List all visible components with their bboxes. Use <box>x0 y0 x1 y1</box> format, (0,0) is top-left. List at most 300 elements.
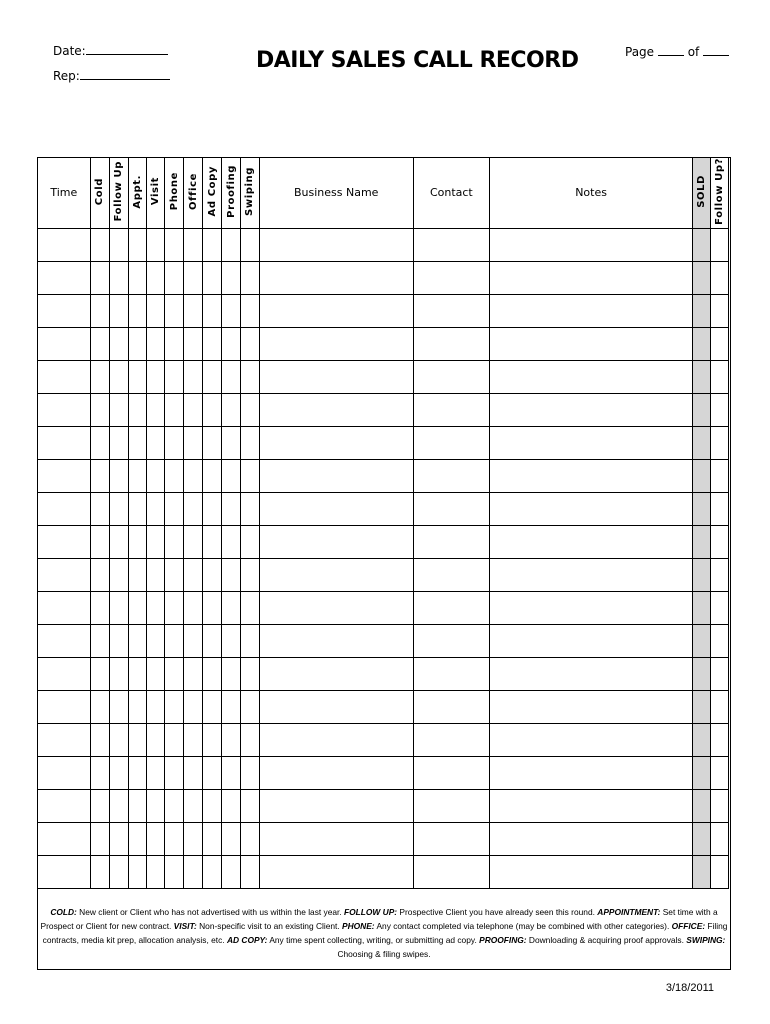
cell-visit[interactable] <box>147 492 165 525</box>
cell-office[interactable] <box>184 690 203 723</box>
cell-notes[interactable] <box>490 327 693 360</box>
cell-notes[interactable] <box>490 690 693 723</box>
date-field[interactable] <box>53 42 168 58</box>
cell-phone[interactable] <box>165 492 184 525</box>
cell-follow-up-q[interactable] <box>710 723 728 756</box>
cell-contact[interactable] <box>413 261 490 294</box>
cell-visit[interactable] <box>147 657 165 690</box>
cell-cold[interactable] <box>90 690 109 723</box>
cell-swiping[interactable] <box>240 492 259 525</box>
cell-office[interactable] <box>184 525 203 558</box>
cell-swiping[interactable] <box>240 228 259 261</box>
cell-follow-up-q[interactable] <box>710 789 728 822</box>
cell-notes[interactable] <box>490 822 693 855</box>
cell-follow-up-q[interactable] <box>710 855 728 888</box>
cell-swiping[interactable] <box>240 558 259 591</box>
cell-appt[interactable] <box>128 855 147 888</box>
cell-follow-up[interactable] <box>109 426 128 459</box>
cell-office[interactable] <box>184 789 203 822</box>
cell-cold[interactable] <box>90 360 109 393</box>
cell-visit[interactable] <box>147 723 165 756</box>
cell-ad-copy[interactable] <box>203 327 222 360</box>
cell-sold[interactable] <box>693 327 711 360</box>
cell-notes[interactable] <box>490 558 693 591</box>
cell-cold[interactable] <box>90 657 109 690</box>
cell-office[interactable] <box>184 855 203 888</box>
cell-ad-copy[interactable] <box>203 690 222 723</box>
cell-ad-copy[interactable] <box>203 294 222 327</box>
cell-follow-up-q[interactable] <box>710 261 728 294</box>
cell-sold[interactable] <box>693 525 711 558</box>
cell-follow-up[interactable] <box>109 591 128 624</box>
cell-notes[interactable] <box>490 756 693 789</box>
cell-appt[interactable] <box>128 426 147 459</box>
cell-office[interactable] <box>184 426 203 459</box>
cell-follow-up[interactable] <box>109 855 128 888</box>
cell-follow-up[interactable] <box>109 789 128 822</box>
cell-sold[interactable] <box>693 657 711 690</box>
cell-contact[interactable] <box>413 789 490 822</box>
cell-sold[interactable] <box>693 591 711 624</box>
cell-business-name[interactable] <box>259 459 413 492</box>
cell-ad-copy[interactable] <box>203 855 222 888</box>
cell-proofing[interactable] <box>222 624 241 657</box>
cell-cold[interactable] <box>90 393 109 426</box>
cell-business-name[interactable] <box>259 624 413 657</box>
cell-swiping[interactable] <box>240 855 259 888</box>
cell-proofing[interactable] <box>222 756 241 789</box>
cell-ad-copy[interactable] <box>203 426 222 459</box>
cell-sold[interactable] <box>693 228 711 261</box>
cell-phone[interactable] <box>165 822 184 855</box>
cell-appt[interactable] <box>128 558 147 591</box>
cell-visit[interactable] <box>147 360 165 393</box>
cell-time[interactable] <box>38 327 91 360</box>
cell-contact[interactable] <box>413 228 490 261</box>
cell-follow-up[interactable] <box>109 294 128 327</box>
cell-visit[interactable] <box>147 756 165 789</box>
cell-business-name[interactable] <box>259 723 413 756</box>
cell-ad-copy[interactable] <box>203 393 222 426</box>
cell-follow-up-q[interactable] <box>710 591 728 624</box>
cell-time[interactable] <box>38 822 91 855</box>
cell-cold[interactable] <box>90 261 109 294</box>
cell-notes[interactable] <box>490 657 693 690</box>
cell-cold[interactable] <box>90 492 109 525</box>
cell-appt[interactable] <box>128 393 147 426</box>
cell-office[interactable] <box>184 492 203 525</box>
cell-follow-up-q[interactable] <box>710 426 728 459</box>
cell-swiping[interactable] <box>240 261 259 294</box>
cell-office[interactable] <box>184 558 203 591</box>
cell-phone[interactable] <box>165 360 184 393</box>
cell-visit[interactable] <box>147 294 165 327</box>
cell-office[interactable] <box>184 459 203 492</box>
cell-visit[interactable] <box>147 789 165 822</box>
cell-phone[interactable] <box>165 690 184 723</box>
cell-visit[interactable] <box>147 525 165 558</box>
cell-follow-up[interactable] <box>109 690 128 723</box>
cell-time[interactable] <box>38 789 91 822</box>
cell-time[interactable] <box>38 855 91 888</box>
date-line[interactable] <box>86 42 168 55</box>
cell-business-name[interactable] <box>259 591 413 624</box>
cell-swiping[interactable] <box>240 360 259 393</box>
cell-contact[interactable] <box>413 822 490 855</box>
cell-phone[interactable] <box>165 261 184 294</box>
cell-office[interactable] <box>184 294 203 327</box>
cell-time[interactable] <box>38 393 91 426</box>
cell-phone[interactable] <box>165 591 184 624</box>
cell-business-name[interactable] <box>259 558 413 591</box>
cell-visit[interactable] <box>147 624 165 657</box>
cell-contact[interactable] <box>413 723 490 756</box>
cell-sold[interactable] <box>693 855 711 888</box>
cell-appt[interactable] <box>128 459 147 492</box>
cell-cold[interactable] <box>90 591 109 624</box>
cell-notes[interactable] <box>490 723 693 756</box>
cell-ad-copy[interactable] <box>203 657 222 690</box>
cell-swiping[interactable] <box>240 756 259 789</box>
cell-cold[interactable] <box>90 822 109 855</box>
cell-business-name[interactable] <box>259 426 413 459</box>
cell-cold[interactable] <box>90 459 109 492</box>
cell-phone[interactable] <box>165 723 184 756</box>
cell-proofing[interactable] <box>222 855 241 888</box>
cell-phone[interactable] <box>165 459 184 492</box>
cell-follow-up[interactable] <box>109 360 128 393</box>
cell-appt[interactable] <box>128 492 147 525</box>
cell-cold[interactable] <box>90 855 109 888</box>
cell-notes[interactable] <box>490 492 693 525</box>
cell-swiping[interactable] <box>240 426 259 459</box>
cell-proofing[interactable] <box>222 459 241 492</box>
cell-time[interactable] <box>38 591 91 624</box>
cell-swiping[interactable] <box>240 822 259 855</box>
cell-follow-up[interactable] <box>109 393 128 426</box>
cell-phone[interactable] <box>165 228 184 261</box>
cell-phone[interactable] <box>165 756 184 789</box>
cell-proofing[interactable] <box>222 657 241 690</box>
cell-office[interactable] <box>184 360 203 393</box>
cell-visit[interactable] <box>147 426 165 459</box>
cell-proofing[interactable] <box>222 228 241 261</box>
cell-follow-up-q[interactable] <box>710 558 728 591</box>
cell-swiping[interactable] <box>240 327 259 360</box>
cell-ad-copy[interactable] <box>203 360 222 393</box>
cell-time[interactable] <box>38 261 91 294</box>
cell-business-name[interactable] <box>259 360 413 393</box>
cell-notes[interactable] <box>490 393 693 426</box>
cell-proofing[interactable] <box>222 822 241 855</box>
cell-cold[interactable] <box>90 789 109 822</box>
cell-contact[interactable] <box>413 756 490 789</box>
cell-sold[interactable] <box>693 756 711 789</box>
cell-sold[interactable] <box>693 492 711 525</box>
cell-business-name[interactable] <box>259 228 413 261</box>
cell-ad-copy[interactable] <box>203 492 222 525</box>
cell-cold[interactable] <box>90 756 109 789</box>
cell-notes[interactable] <box>490 459 693 492</box>
cell-office[interactable] <box>184 393 203 426</box>
cell-proofing[interactable] <box>222 261 241 294</box>
cell-notes[interactable] <box>490 426 693 459</box>
cell-swiping[interactable] <box>240 657 259 690</box>
cell-phone[interactable] <box>165 657 184 690</box>
cell-time[interactable] <box>38 657 91 690</box>
cell-phone[interactable] <box>165 558 184 591</box>
cell-follow-up-q[interactable] <box>710 459 728 492</box>
cell-notes[interactable] <box>490 855 693 888</box>
page-line[interactable] <box>658 43 684 56</box>
cell-visit[interactable] <box>147 459 165 492</box>
cell-notes[interactable] <box>490 591 693 624</box>
cell-proofing[interactable] <box>222 294 241 327</box>
cell-follow-up-q[interactable] <box>710 624 728 657</box>
cell-time[interactable] <box>38 294 91 327</box>
cell-proofing[interactable] <box>222 789 241 822</box>
cell-notes[interactable] <box>490 525 693 558</box>
cell-business-name[interactable] <box>259 525 413 558</box>
cell-appt[interactable] <box>128 591 147 624</box>
cell-phone[interactable] <box>165 294 184 327</box>
cell-appt[interactable] <box>128 723 147 756</box>
cell-visit[interactable] <box>147 393 165 426</box>
cell-contact[interactable] <box>413 591 490 624</box>
cell-ad-copy[interactable] <box>203 459 222 492</box>
cell-appt[interactable] <box>128 261 147 294</box>
cell-notes[interactable] <box>490 624 693 657</box>
cell-contact[interactable] <box>413 855 490 888</box>
cell-proofing[interactable] <box>222 426 241 459</box>
cell-cold[interactable] <box>90 624 109 657</box>
cell-follow-up-q[interactable] <box>710 228 728 261</box>
cell-follow-up[interactable] <box>109 756 128 789</box>
cell-ad-copy[interactable] <box>203 558 222 591</box>
cell-office[interactable] <box>184 756 203 789</box>
cell-appt[interactable] <box>128 360 147 393</box>
cell-follow-up[interactable] <box>109 624 128 657</box>
cell-business-name[interactable] <box>259 756 413 789</box>
cell-phone[interactable] <box>165 525 184 558</box>
cell-business-name[interactable] <box>259 657 413 690</box>
cell-follow-up[interactable] <box>109 261 128 294</box>
cell-sold[interactable] <box>693 459 711 492</box>
cell-business-name[interactable] <box>259 294 413 327</box>
cell-notes[interactable] <box>490 228 693 261</box>
cell-swiping[interactable] <box>240 294 259 327</box>
cell-time[interactable] <box>38 756 91 789</box>
cell-appt[interactable] <box>128 327 147 360</box>
cell-follow-up-q[interactable] <box>710 393 728 426</box>
cell-time[interactable] <box>38 459 91 492</box>
cell-swiping[interactable] <box>240 393 259 426</box>
cell-business-name[interactable] <box>259 492 413 525</box>
cell-notes[interactable] <box>490 294 693 327</box>
cell-visit[interactable] <box>147 690 165 723</box>
cell-visit[interactable] <box>147 591 165 624</box>
cell-office[interactable] <box>184 624 203 657</box>
cell-follow-up-q[interactable] <box>710 492 728 525</box>
cell-swiping[interactable] <box>240 525 259 558</box>
cell-proofing[interactable] <box>222 393 241 426</box>
cell-follow-up-q[interactable] <box>710 525 728 558</box>
cell-office[interactable] <box>184 261 203 294</box>
cell-office[interactable] <box>184 657 203 690</box>
cell-contact[interactable] <box>413 393 490 426</box>
cell-visit[interactable] <box>147 261 165 294</box>
cell-proofing[interactable] <box>222 690 241 723</box>
cell-ad-copy[interactable] <box>203 591 222 624</box>
cell-visit[interactable] <box>147 822 165 855</box>
rep-line[interactable] <box>80 67 170 80</box>
cell-cold[interactable] <box>90 558 109 591</box>
cell-contact[interactable] <box>413 492 490 525</box>
cell-visit[interactable] <box>147 855 165 888</box>
cell-business-name[interactable] <box>259 822 413 855</box>
cell-appt[interactable] <box>128 525 147 558</box>
cell-cold[interactable] <box>90 294 109 327</box>
cell-cold[interactable] <box>90 723 109 756</box>
cell-visit[interactable] <box>147 228 165 261</box>
cell-cold[interactable] <box>90 228 109 261</box>
cell-notes[interactable] <box>490 360 693 393</box>
cell-office[interactable] <box>184 327 203 360</box>
cell-appt[interactable] <box>128 294 147 327</box>
cell-follow-up-q[interactable] <box>710 294 728 327</box>
cell-notes[interactable] <box>490 789 693 822</box>
cell-notes[interactable] <box>490 261 693 294</box>
cell-appt[interactable] <box>128 756 147 789</box>
cell-cold[interactable] <box>90 327 109 360</box>
cell-follow-up-q[interactable] <box>710 327 728 360</box>
cell-follow-up-q[interactable] <box>710 822 728 855</box>
cell-appt[interactable] <box>128 624 147 657</box>
cell-business-name[interactable] <box>259 690 413 723</box>
cell-follow-up[interactable] <box>109 459 128 492</box>
cell-follow-up[interactable] <box>109 657 128 690</box>
cell-business-name[interactable] <box>259 789 413 822</box>
cell-cold[interactable] <box>90 525 109 558</box>
cell-office[interactable] <box>184 591 203 624</box>
cell-phone[interactable] <box>165 855 184 888</box>
cell-sold[interactable] <box>693 690 711 723</box>
cell-appt[interactable] <box>128 822 147 855</box>
cell-follow-up[interactable] <box>109 723 128 756</box>
cell-phone[interactable] <box>165 789 184 822</box>
cell-time[interactable] <box>38 558 91 591</box>
cell-contact[interactable] <box>413 558 490 591</box>
cell-swiping[interactable] <box>240 789 259 822</box>
cell-proofing[interactable] <box>222 723 241 756</box>
cell-swiping[interactable] <box>240 690 259 723</box>
rep-field[interactable] <box>53 67 170 83</box>
cell-swiping[interactable] <box>240 723 259 756</box>
cell-visit[interactable] <box>147 327 165 360</box>
cell-follow-up[interactable] <box>109 558 128 591</box>
cell-sold[interactable] <box>693 294 711 327</box>
cell-follow-up[interactable] <box>109 822 128 855</box>
cell-swiping[interactable] <box>240 591 259 624</box>
cell-phone[interactable] <box>165 393 184 426</box>
cell-phone[interactable] <box>165 624 184 657</box>
of-line[interactable] <box>703 43 729 56</box>
cell-contact[interactable] <box>413 426 490 459</box>
cell-time[interactable] <box>38 360 91 393</box>
cell-sold[interactable] <box>693 558 711 591</box>
cell-sold[interactable] <box>693 789 711 822</box>
cell-proofing[interactable] <box>222 591 241 624</box>
cell-appt[interactable] <box>128 690 147 723</box>
cell-contact[interactable] <box>413 327 490 360</box>
cell-office[interactable] <box>184 723 203 756</box>
cell-sold[interactable] <box>693 723 711 756</box>
cell-time[interactable] <box>38 723 91 756</box>
cell-appt[interactable] <box>128 657 147 690</box>
cell-proofing[interactable] <box>222 492 241 525</box>
cell-time[interactable] <box>38 525 91 558</box>
cell-ad-copy[interactable] <box>203 789 222 822</box>
cell-ad-copy[interactable] <box>203 822 222 855</box>
cell-cold[interactable] <box>90 426 109 459</box>
cell-business-name[interactable] <box>259 261 413 294</box>
cell-phone[interactable] <box>165 426 184 459</box>
cell-business-name[interactable] <box>259 393 413 426</box>
cell-sold[interactable] <box>693 426 711 459</box>
cell-sold[interactable] <box>693 822 711 855</box>
cell-swiping[interactable] <box>240 459 259 492</box>
cell-proofing[interactable] <box>222 525 241 558</box>
cell-proofing[interactable] <box>222 360 241 393</box>
cell-contact[interactable] <box>413 360 490 393</box>
cell-follow-up[interactable] <box>109 492 128 525</box>
cell-time[interactable] <box>38 228 91 261</box>
cell-office[interactable] <box>184 228 203 261</box>
cell-contact[interactable] <box>413 624 490 657</box>
cell-office[interactable] <box>184 822 203 855</box>
cell-contact[interactable] <box>413 459 490 492</box>
cell-ad-copy[interactable] <box>203 228 222 261</box>
cell-sold[interactable] <box>693 624 711 657</box>
cell-sold[interactable] <box>693 261 711 294</box>
cell-follow-up-q[interactable] <box>710 657 728 690</box>
cell-proofing[interactable] <box>222 327 241 360</box>
cell-follow-up-q[interactable] <box>710 756 728 789</box>
cell-contact[interactable] <box>413 525 490 558</box>
cell-time[interactable] <box>38 690 91 723</box>
cell-follow-up[interactable] <box>109 228 128 261</box>
cell-sold[interactable] <box>693 393 711 426</box>
cell-follow-up-q[interactable] <box>710 690 728 723</box>
cell-ad-copy[interactable] <box>203 525 222 558</box>
cell-follow-up-q[interactable] <box>710 360 728 393</box>
cell-follow-up[interactable] <box>109 525 128 558</box>
cell-ad-copy[interactable] <box>203 261 222 294</box>
page-number-field[interactable] <box>625 43 729 59</box>
cell-contact[interactable] <box>413 690 490 723</box>
cell-phone[interactable] <box>165 327 184 360</box>
cell-ad-copy[interactable] <box>203 624 222 657</box>
cell-visit[interactable] <box>147 558 165 591</box>
cell-ad-copy[interactable] <box>203 756 222 789</box>
cell-time[interactable] <box>38 492 91 525</box>
cell-ad-copy[interactable] <box>203 723 222 756</box>
cell-swiping[interactable] <box>240 624 259 657</box>
cell-time[interactable] <box>38 624 91 657</box>
cell-contact[interactable] <box>413 294 490 327</box>
cell-business-name[interactable] <box>259 855 413 888</box>
cell-appt[interactable] <box>128 789 147 822</box>
